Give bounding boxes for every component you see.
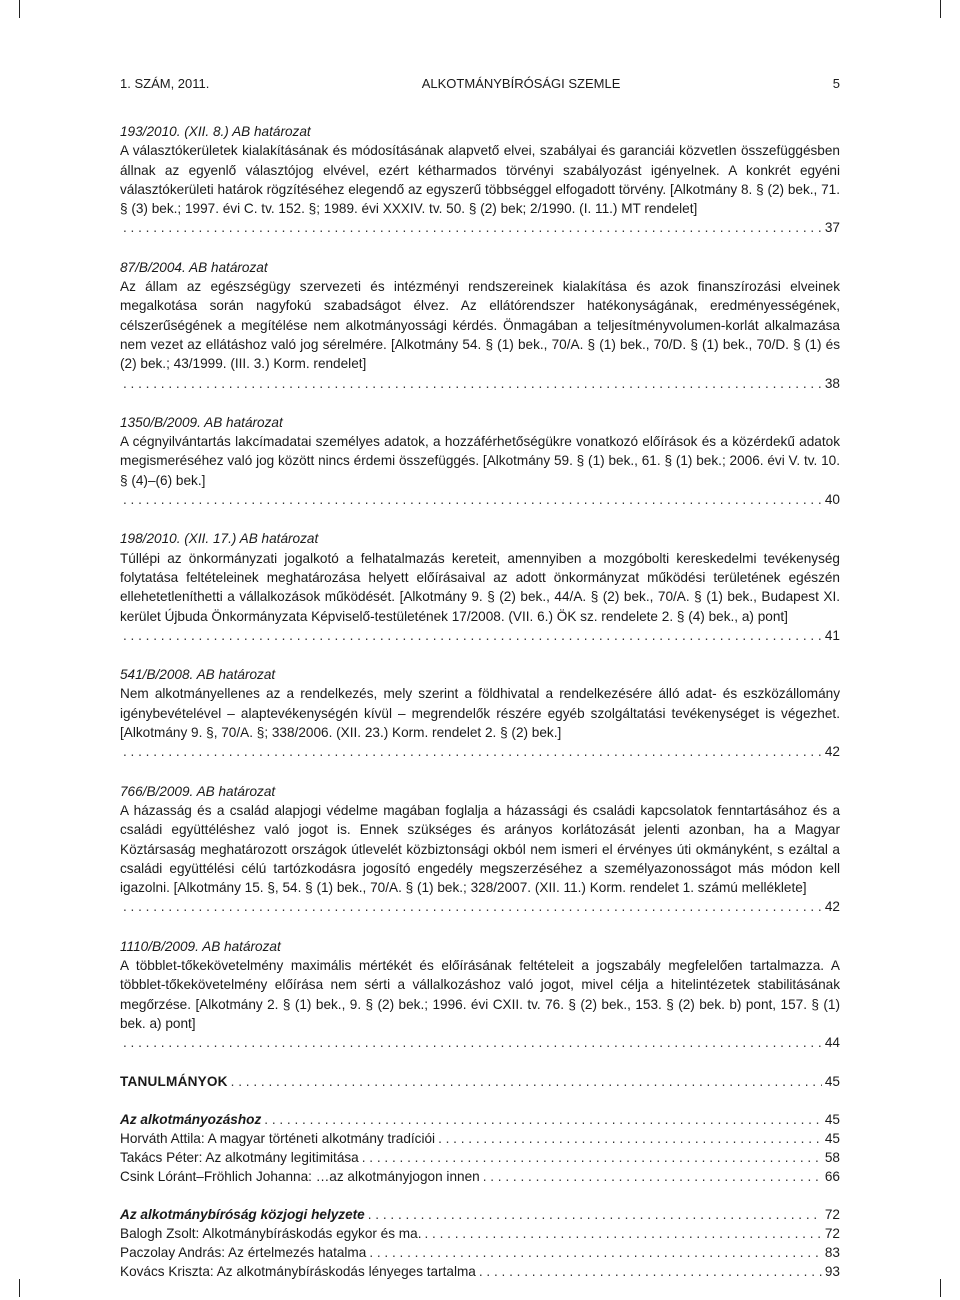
toc-page-number[interactable]: 72 xyxy=(824,1207,840,1223)
decision-entry xyxy=(120,665,840,761)
entry-page-number[interactable]: 41 xyxy=(824,627,840,643)
decision-entry xyxy=(120,937,840,1053)
page-leader xyxy=(120,626,840,645)
decision-summary: Túllépi az önkormányzati jogalkotó a felhatalmazás kereteit, amennyiben a mozgóbolti kereskedelmi tevékenység folytatása feltételeinek meghatározása helyett előírásaival az adott önkormányzat működési területének egészén ellehetetleníthetti a vállalkozások működését. [Alkotmány 9. § (2) bek., 44/A. § (2) bek., 70/A. § (1) bek., Budapest XI. kerület Újbuda Önkormányzata Képviselő-testületének 17/2008. (VII. 6.) ÖK sz. rendelete 2. § (4) bek., a) pont] xyxy=(120,550,840,624)
toc-section xyxy=(120,1110,840,1186)
crop-mark-bottom-left xyxy=(19,1279,20,1297)
studies-heading-row xyxy=(120,1072,840,1091)
toc-page-number[interactable]: 45 xyxy=(824,1112,840,1128)
decision-entry xyxy=(120,782,840,917)
toc-item-title[interactable]: Paczolay András: Az értelmezés hatalma xyxy=(120,1245,367,1261)
decision-summary: Az állam az egészségügy szervezeti és intézményi rendszereinek kialakítása és azok finanszírozási elveinek megalkotása során nagyfokú szabadságot élvez. Az ellátórendszer hatékonyságának, eredményességének, célszerűségének a megítélése nem alkotmányossági kérdés. Önmagában a teljesítményvolumen-korlát alkalmazása nem vezet az ellátáshoz való jog sérelmére. [Alkotmány 54. § (1) bek., 70/A. § (1) bek., 70/D. § (1) bek., 70/D. § (1) és (2) bek.; 43/1999. (III. 3.) Korm. rendelet] xyxy=(120,279,840,372)
toc-item-title[interactable]: Takács Péter: Az alkotmány legitimitása xyxy=(120,1150,359,1166)
journal-title: ALKOTMÁNYBÍRÓSÁGI SZEMLE xyxy=(421,76,621,91)
entry-page-number[interactable]: 42 xyxy=(824,899,840,915)
studies-heading[interactable]: TANULMÁNYOK xyxy=(120,1074,228,1090)
decision-entry xyxy=(120,413,840,509)
toc-item xyxy=(120,1148,840,1167)
toc-item-title[interactable]: Csink Lóránt–Fröhlich Johanna: …az alkotmányjogon innen xyxy=(120,1169,480,1185)
toc-page-number[interactable]: 83 xyxy=(824,1245,840,1261)
crop-mark-top-right xyxy=(940,0,941,18)
toc-item xyxy=(120,1129,840,1148)
toc-item xyxy=(120,1243,840,1262)
decision-entry xyxy=(120,258,840,393)
toc-item-title[interactable]: Balogh Zsolt: Alkotmánybíráskodás egykor és ma. xyxy=(120,1226,422,1242)
toc-section xyxy=(120,1205,840,1281)
page-leader xyxy=(120,218,840,237)
toc-item xyxy=(120,1262,840,1281)
decision-reference: 198/2010. (XII. 17.) AB határozat xyxy=(120,531,319,547)
decision-summary: A többlet-tőkekövetelmény maximális mértékét és előírásának feltételeit a jogszabály megfelelően tartalmazza. A többlet-tőkekövetelmény előírása nem sérti a vállalkozáshoz való jogot, mivel célja a hitelintézetek stabilitásának megőrzése. [Alkotmány 2. § (1) bek., 9. § (2) bek.; 1996. évi CXII. tv. 76. § (2) bek., 153. § (2) bek. b) pont, 157. § (1) bek. a) pont] xyxy=(120,957,840,1031)
decision-reference: 1350/B/2009. AB határozat xyxy=(120,414,283,430)
running-header xyxy=(120,76,840,91)
toc-page-number[interactable]: 93 xyxy=(824,1264,840,1280)
entry-page-number[interactable]: 37 xyxy=(824,220,840,236)
decision-reference: 193/2010. (XII. 8.) AB határozat xyxy=(120,124,311,139)
decision-summary: A választókerületek kialakításának és módosításának alapvető elvei, szabályai és garanciái közvetlen összefüggésben állnak az egyenlő választójog elvével, ezért kétharmados törvényi szabályozást igényelnek. A konkrét egyéni választókerületi határok rögzítéséhez elegendő az egyszerű többséggel elfogadott törvény. [Alkotmány 8. § (2) bek., 71. § (3) bek.; 1997. évi C. tv. 152. §; 1989. évi XXXIV. tv. 50. § (2) bek; 2/1990. (I. 11.) MT rendelet] xyxy=(120,143,840,217)
toc-section-title[interactable]: Az alkotmányozáshoz xyxy=(120,1112,262,1128)
decision-reference: 541/B/2008. AB határozat xyxy=(120,667,276,683)
toc-section-title[interactable]: Az alkotmánybíróság közjogi helyzete xyxy=(120,1207,365,1223)
entry-page-number[interactable]: 38 xyxy=(824,375,840,391)
decision-reference: 766/B/2009. AB határozat xyxy=(120,783,276,799)
page-leader xyxy=(120,1033,840,1052)
decision-summary: Nem alkotmányellenes az a rendelkezés, mely szerint a földhivatal a rendelkezésére álló adat- és eszközállomány igénybevételével – alaptevékenységén kívül – megrendelők részére egyéb szolgáltatási tevékenységet is végezhet. [Alkotmány 9. §, 70/A. §; 338/2006. (XII. 23.) Korm. rendelet 2. § (2) bek.] xyxy=(120,686,840,741)
toc-item xyxy=(120,1167,840,1186)
toc-section-row xyxy=(120,1205,840,1224)
toc-item-title[interactable]: Horváth Attila: A magyar történeti alkotmány tradíciói xyxy=(120,1131,436,1147)
crop-mark-top-left xyxy=(19,0,20,18)
contents-page xyxy=(120,122,840,1300)
toc-page-number[interactable]: 45 xyxy=(824,1131,840,1147)
page-leader xyxy=(120,742,840,761)
entry-page-number[interactable]: 40 xyxy=(824,492,840,508)
toc-page-number[interactable]: 58 xyxy=(824,1150,840,1166)
toc-page-number[interactable]: 66 xyxy=(824,1169,840,1185)
entry-page-number[interactable]: 42 xyxy=(824,744,840,760)
decision-summary: A cégnyilvántartás lakcímadatai személyes adatok, a hozzáférhetőségükre vonatkozó előírások és a közérdekű adatok megismeréséhez való jog között nincs érdemi összefüggés. [Alkotmány 59. § (1) bek., 61. § (1) bek.; 2006. évi V. tv. 10. § (4)–(6) bek.] xyxy=(120,434,840,488)
page-leader xyxy=(120,374,840,393)
page-leader xyxy=(120,897,840,916)
toc-page-number[interactable]: 72 xyxy=(824,1226,840,1242)
decision-entry xyxy=(120,529,840,645)
page-number: 5 xyxy=(832,76,840,91)
decision-reference: 87/B/2004. AB határozat xyxy=(120,259,268,275)
decision-reference: 1110/B/2009. AB határozat xyxy=(120,938,281,954)
crop-mark-bottom-right xyxy=(940,1279,941,1297)
issue-label: 1. SZÁM, 2011. xyxy=(120,76,210,91)
decision-entry xyxy=(120,122,840,238)
toc-item xyxy=(120,1224,840,1243)
toc-item-title[interactable]: Kovács Kriszta: Az alkotmánybíráskodás lényeges tartalma xyxy=(120,1264,476,1280)
entry-page-number[interactable]: 44 xyxy=(824,1035,840,1051)
toc-page-number[interactable]: 45 xyxy=(824,1074,840,1090)
decision-summary: A házasság és a család alapjogi védelme magában foglalja a házassági és családi kapcsolatok fenntartásához és a családi együttéléshez való jogot is. Ennek szükséges és arányos korlátozását jelenti azonban, ha a Magyar Köztársaság meghatározott országok útlevelét közbiztonsági okból nem ismeri el érvényes úti okmányként, s ezáltal a családi együttélési célú tartózkodásra jogosító engedély megszerzéséhez a személyazonosságot más módon kell igazolni. [Alkotmány 15. §, 54. § (1) bek., 70/A. § (1) bek.; 328/2007. (XII. 11.) Korm. rendelet 1. számú melléklete] xyxy=(120,802,840,896)
toc-section-row xyxy=(120,1110,840,1129)
page-leader xyxy=(120,490,840,509)
